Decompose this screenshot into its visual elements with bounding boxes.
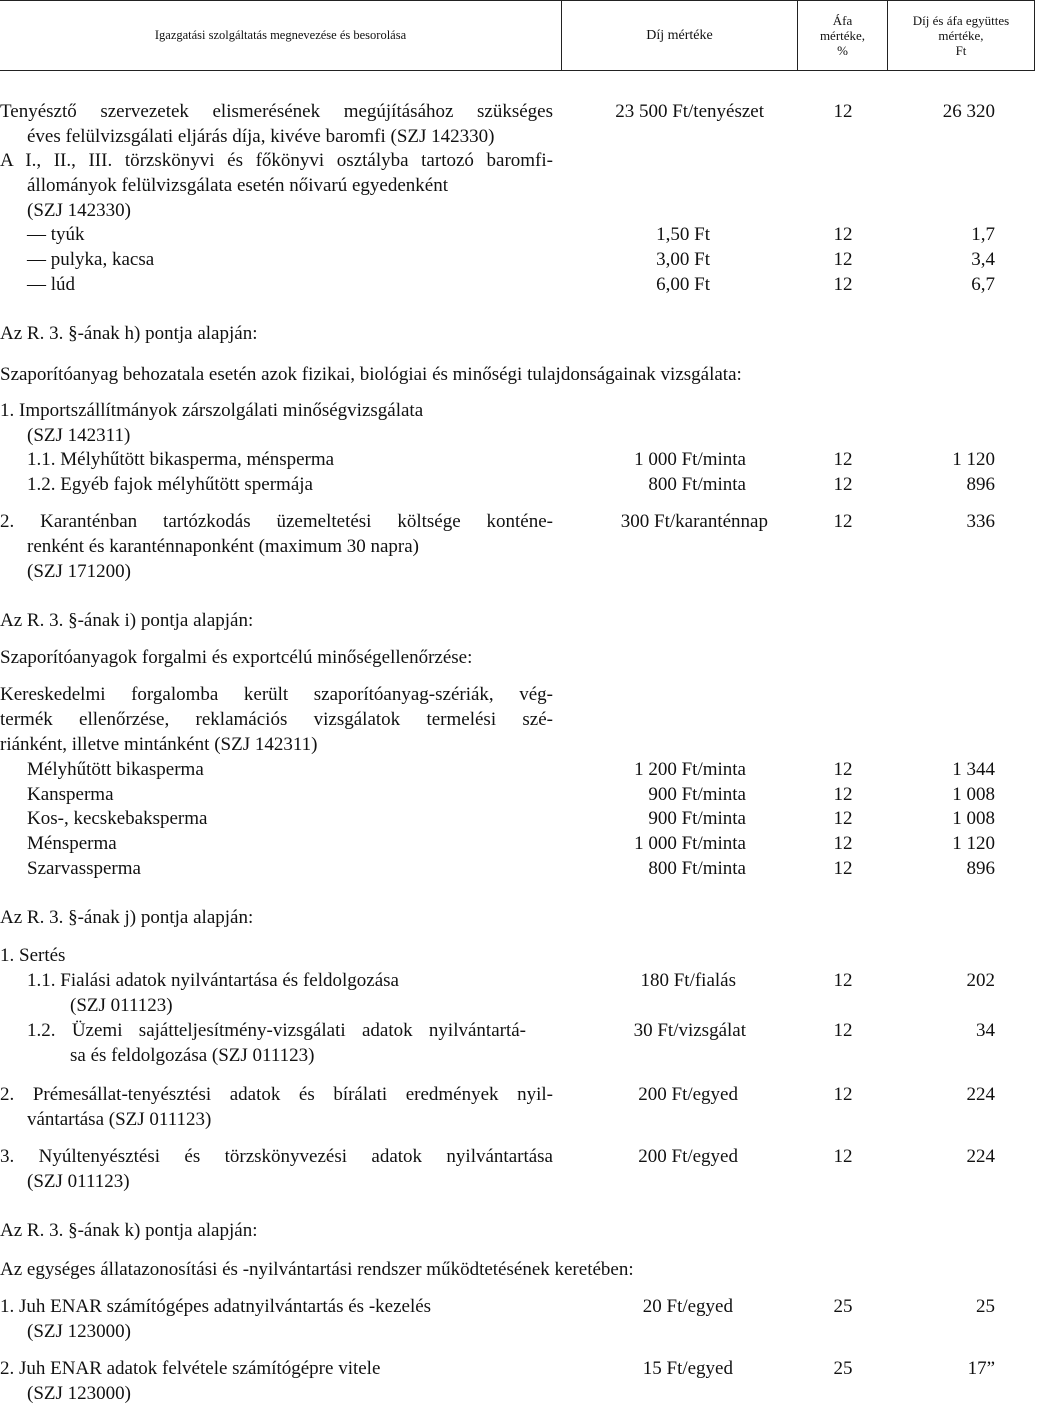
row-total: 1 120 (952, 449, 995, 470)
table-row (0, 645, 1047, 670)
table-row (0, 856, 1047, 881)
row-description: Az R. 3. §-ának i) pontja alapján: (0, 610, 254, 631)
table-row (0, 222, 1047, 247)
table-row (0, 534, 1047, 559)
table-row (0, 509, 1047, 534)
row-description: 2. Juh ENAR adatok felvétele számítógépre vitele (0, 1358, 381, 1379)
row-fee: 30 Ft/vizsgálat (633, 1020, 746, 1041)
row-total: 1,7 (971, 224, 995, 245)
table-header (0, 0, 1035, 71)
row-description: — pulyka, kacsa (27, 249, 155, 270)
table-row (0, 1319, 1047, 1344)
row-total: 336 (966, 511, 995, 532)
row-fee: 3,00 Ft (656, 249, 710, 270)
row-description: Kansperma (27, 784, 114, 805)
row-total: 1 008 (952, 808, 995, 829)
row-total: 6,7 (971, 274, 995, 295)
header-vat: Áfa mértéke, % (798, 1, 888, 70)
row-description: vántartása (SZJ 011123) (27, 1109, 212, 1130)
table-row (0, 1257, 1047, 1282)
table-row (0, 1107, 1047, 1132)
row-fee: 900 Ft/minta (648, 784, 746, 805)
row-fee: 15 Ft/egyed (642, 1358, 733, 1379)
table-row (0, 707, 1047, 732)
row-description: (SZJ 142330) (27, 200, 131, 221)
row-fee: 200 Ft/egyed (638, 1084, 738, 1105)
row-vat: 12 (833, 474, 853, 495)
row-total: 3,4 (971, 249, 995, 270)
table-row (0, 993, 1047, 1018)
row-description: Szaporítóanyagok forgalmi és exportcélú minőségellenőrzése: (0, 647, 473, 668)
row-fee: 6,00 Ft (656, 274, 710, 295)
row-total: 1 344 (952, 759, 995, 780)
row-fee: 1 000 Ft/minta (634, 833, 746, 854)
table-row (0, 124, 1047, 149)
row-vat: 12 (833, 858, 853, 879)
header-total: Díj és áfa együttes mértéke, Ft (912, 13, 1010, 58)
row-total: 17” (967, 1358, 995, 1379)
row-description: Kereskedelmi forgalomba került szaporítóanyag-szériák, vég- (0, 684, 553, 705)
row-description: Szaporítóanyag behozatala esetén azok fizikai, biológiai és minőségi tulajdonságainak vizsgálata: (0, 364, 742, 385)
row-description: Tenyésztő szervezetek elismerésének megújításához szükséges (0, 101, 553, 122)
row-vat: 12 (833, 249, 853, 270)
table-row (0, 782, 1047, 807)
table-row (0, 559, 1047, 584)
row-total: 224 (966, 1146, 995, 1167)
row-description: 1.2. Üzemi sajátteljesítmény-vizsgálati adatok nyilvántartá- (27, 1020, 526, 1041)
table-row (0, 608, 1047, 633)
table-row (0, 831, 1047, 856)
row-vat: 12 (833, 274, 853, 295)
header-service-name: Igazgatási szolgáltatás megnevezése és besorolása (0, 1, 562, 70)
row-description: (SZJ 011123) (70, 995, 173, 1016)
row-total: 202 (966, 970, 995, 991)
row-vat: 12 (833, 784, 853, 805)
row-total: 896 (966, 858, 995, 879)
row-vat: 12 (833, 1020, 853, 1041)
row-description: Kos-, kecskebaksperma (27, 808, 208, 829)
row-description: termék ellenőrzése, reklamációs vizsgálatok termelési szé- (0, 709, 553, 730)
table-row (0, 423, 1047, 448)
row-fee: 1 200 Ft/minta (634, 759, 746, 780)
row-fee: 180 Ft/fialás (640, 970, 736, 991)
row-description: (SZJ 142311) (27, 425, 131, 446)
row-total: 1 008 (952, 784, 995, 805)
row-description: (SZJ 123000) (27, 1321, 131, 1342)
row-total: 896 (966, 474, 995, 495)
table-row (0, 447, 1047, 472)
row-vat: 12 (833, 1146, 853, 1167)
table-row (0, 682, 1047, 707)
row-vat: 12 (833, 224, 853, 245)
table-row (0, 321, 1047, 346)
table-row (0, 905, 1047, 930)
row-description: riánként, illetve mintánként (SZJ 142311) (0, 734, 318, 755)
table-row (0, 173, 1047, 198)
row-description: 1.1. Mélyhűtött bikasperma, ménsperma (27, 449, 335, 470)
row-total: 224 (966, 1084, 995, 1105)
row-vat: 12 (833, 511, 853, 532)
table-row (0, 247, 1047, 272)
table-row (0, 99, 1047, 124)
table-row (0, 757, 1047, 782)
row-fee: 23 500 Ft/tenyészet (615, 101, 764, 122)
row-total: 1 120 (952, 833, 995, 854)
row-vat: 12 (833, 833, 853, 854)
row-vat: 12 (833, 759, 853, 780)
row-description: — tyúk (27, 224, 85, 245)
table-row (0, 472, 1047, 497)
table-row (0, 1294, 1047, 1319)
row-vat: 25 (833, 1358, 853, 1379)
row-description: 2. Karanténban tartózkodás üzemeltetési költsége konténe- (0, 511, 553, 532)
row-fee: 800 Ft/minta (648, 858, 746, 879)
table-row (0, 1043, 1047, 1068)
header-fee: Díj mértéke (562, 1, 798, 70)
row-description: Az R. 3. §-ának k) pontja alapján: (0, 1220, 258, 1241)
row-fee: 1 000 Ft/minta (634, 449, 746, 470)
row-vat: 12 (833, 970, 853, 991)
row-fee: 800 Ft/minta (648, 474, 746, 495)
row-fee: 900 Ft/minta (648, 808, 746, 829)
row-description: Az R. 3. §-ának h) pontja alapján: (0, 323, 258, 344)
row-description: A I., II., III. törzskönyvi és főkönyvi osztályba tartozó baromfi- (0, 150, 553, 171)
table-row (0, 968, 1047, 993)
row-fee: 200 Ft/egyed (638, 1146, 738, 1167)
row-description: (SZJ 011123) (27, 1171, 130, 1192)
row-description: 1. Sertés (0, 945, 66, 966)
row-vat: 12 (833, 101, 853, 122)
table-row (0, 1356, 1047, 1381)
row-total: 25 (976, 1296, 995, 1317)
table-row (0, 1381, 1047, 1406)
table-row (0, 148, 1047, 173)
row-description: — lúd (27, 274, 76, 295)
table-row (0, 1144, 1047, 1169)
row-description: 1.1. Fialási adatok nyilvántartása és feldolgozása (27, 970, 399, 991)
row-description: renként és karanténnaponként (maximum 30 napra) (27, 536, 419, 557)
row-description: 1. Importszállítmányok zárszolgálati minőségvizsgálata (0, 400, 424, 421)
row-total: 26 320 (942, 101, 995, 122)
row-fee: 300 Ft/karanténnap (620, 511, 768, 532)
table-row (0, 1218, 1047, 1243)
row-description: Az R. 3. §-ának j) pontja alapján: (0, 907, 254, 928)
table-row (0, 1018, 1047, 1043)
table-row (0, 198, 1047, 223)
table-row (0, 806, 1047, 831)
row-description: sa és feldolgozása (SZJ 011123) (70, 1045, 315, 1066)
row-vat: 12 (833, 449, 853, 470)
row-vat: 12 (833, 1084, 853, 1105)
row-description: Az egységes állatazonosítási és -nyilvántartási rendszer működtetésének keretében: (0, 1259, 634, 1280)
row-description: Szarvassperma (27, 858, 141, 879)
row-description: 1. Juh ENAR számítógépes adatnyilvántartás és -kezelés (0, 1296, 432, 1317)
row-description: 3. Nyúltenyésztési és törzskönyvezési adatok nyilvántartása (0, 1146, 553, 1167)
row-description: Ménsperma (27, 833, 117, 854)
row-description: állományok felülvizsgálata esetén nőivarú egyedenként (27, 175, 449, 196)
table-row (0, 943, 1047, 968)
row-description: (SZJ 123000) (27, 1383, 131, 1404)
row-description: éves felülvizsgálati eljárás díja, kivéve baromfi (SZJ 142330) (27, 126, 495, 147)
table-row (0, 362, 1047, 387)
table-row (0, 1082, 1047, 1107)
row-total: 34 (976, 1020, 995, 1041)
table-row (0, 1169, 1047, 1194)
row-description: Mélyhűtött bikasperma (27, 759, 204, 780)
table-row (0, 732, 1047, 757)
row-description: 2. Prémesállat-tenyésztési adatok és bírálati eredmények nyil- (0, 1084, 553, 1105)
table-row (0, 398, 1047, 423)
row-description: 1.2. Egyéb fajok mélyhűtött spermája (27, 474, 313, 495)
row-fee: 1,50 Ft (656, 224, 710, 245)
row-vat: 12 (833, 808, 853, 829)
row-description: (SZJ 171200) (27, 561, 131, 582)
table-row (0, 272, 1047, 297)
row-vat: 25 (833, 1296, 853, 1317)
row-fee: 20 Ft/egyed (642, 1296, 733, 1317)
